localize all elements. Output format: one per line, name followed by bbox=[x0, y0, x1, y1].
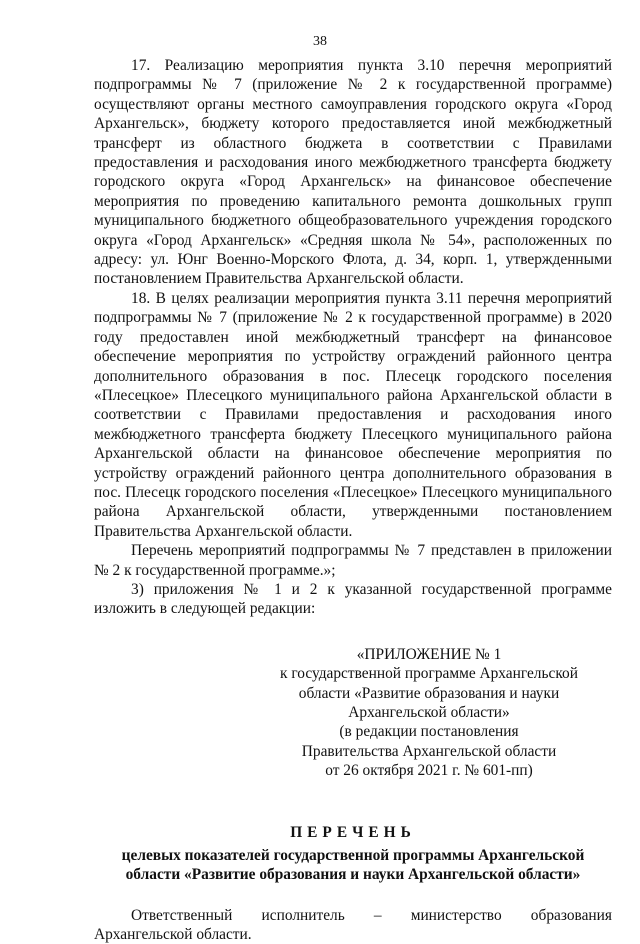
appendix-line: «ПРИЛОЖЕНИЕ № 1 bbox=[356, 645, 502, 663]
appendix-line: от 26 октября 2021 г. № 601-пп) bbox=[325, 762, 533, 780]
appendix-header bbox=[246, 645, 612, 781]
appendix-line: (в редакции постановления bbox=[339, 723, 519, 741]
paragraph-17: 17. Реализацию мероприятия пункта 3.10 перечня мероприятий подпрограммы № 7 (приложение № 2 к государственной программе) осуществляют органы местного самоуправления городского округа «Город Архангельск», бюджету которого предоставляется иной межбюджетный трансферт из областного бюджета в соответствии с Правилами предоставления и расходования иного межбюджетного трансферта бюджету городского округа «Город Архангельск» на финансовое обеспечение мероприятия по проведению капитального ремонта дошкольных групп муниципального бюджетного общеобразовательного учреждения городского округа «Город Архангельск» «Средняя школа № 54», расположенных по адресу: ул. Юнг Военно-Морского Флота, д. 34, корп. 1, утвержденными постановлением Правительства Архангельской области. bbox=[94, 57, 612, 288]
paragraph-subprogram-list: Перечень мероприятий подпрограммы № 7 представлен в приложении № 2 к государственной программе.»; bbox=[94, 542, 612, 579]
document-body bbox=[94, 56, 612, 944]
heading-title: ПЕРЕЧЕНЬ bbox=[290, 823, 416, 841]
responsible-executor: Ответственный исполнитель – министерство образования Архангельской области. bbox=[94, 906, 612, 944]
appendix-line: Правительства Архангельской области bbox=[301, 742, 557, 760]
appendix-line: Архангельской области» bbox=[348, 704, 510, 721]
heading-subtitle-line-2: области «Развитие образования и науки Архангельской области» bbox=[125, 865, 581, 883]
appendix-line: к государственной программе Архангельской bbox=[280, 665, 578, 683]
page-number: 38 bbox=[313, 34, 327, 49]
heading-subtitle-line-1: целевых показателей государственной программы Архангельской bbox=[121, 846, 585, 864]
paragraph-18: 18. В целях реализации мероприятия пункта 3.11 перечня мероприятий подпрограммы № 7 (приложение № 2 к государственной программе) в 2020 году предоставлен иной межбюджетный трансферт на финансовое обеспечение мероприятия по устройству ограждений районного центра дополнительного образования в пос. Плесецк городского поселения «Плесецкое» Плесецкого муниципального района Архангельской области в соответствии с Правилами предоставления и расходования иного межбюджетного трансферта бюджету Плесецкого муниципального района Архангельской области на финансовое обеспечение мероприятия по устройству ограждений районного центра дополнительного образования в пос. Плесецк городского поселения «Плесецкое» Плесецкого муниципального района Архангельской области, утвержденными постановлением Правительства Архангельской области. bbox=[94, 289, 612, 540]
paragraph-item-3: 3) приложения № 1 и 2 к указанной государственной программе изложить в следующей редакции: bbox=[94, 580, 612, 618]
list-heading bbox=[94, 823, 612, 884]
appendix-line: области «Развитие образования и науки bbox=[298, 684, 560, 702]
